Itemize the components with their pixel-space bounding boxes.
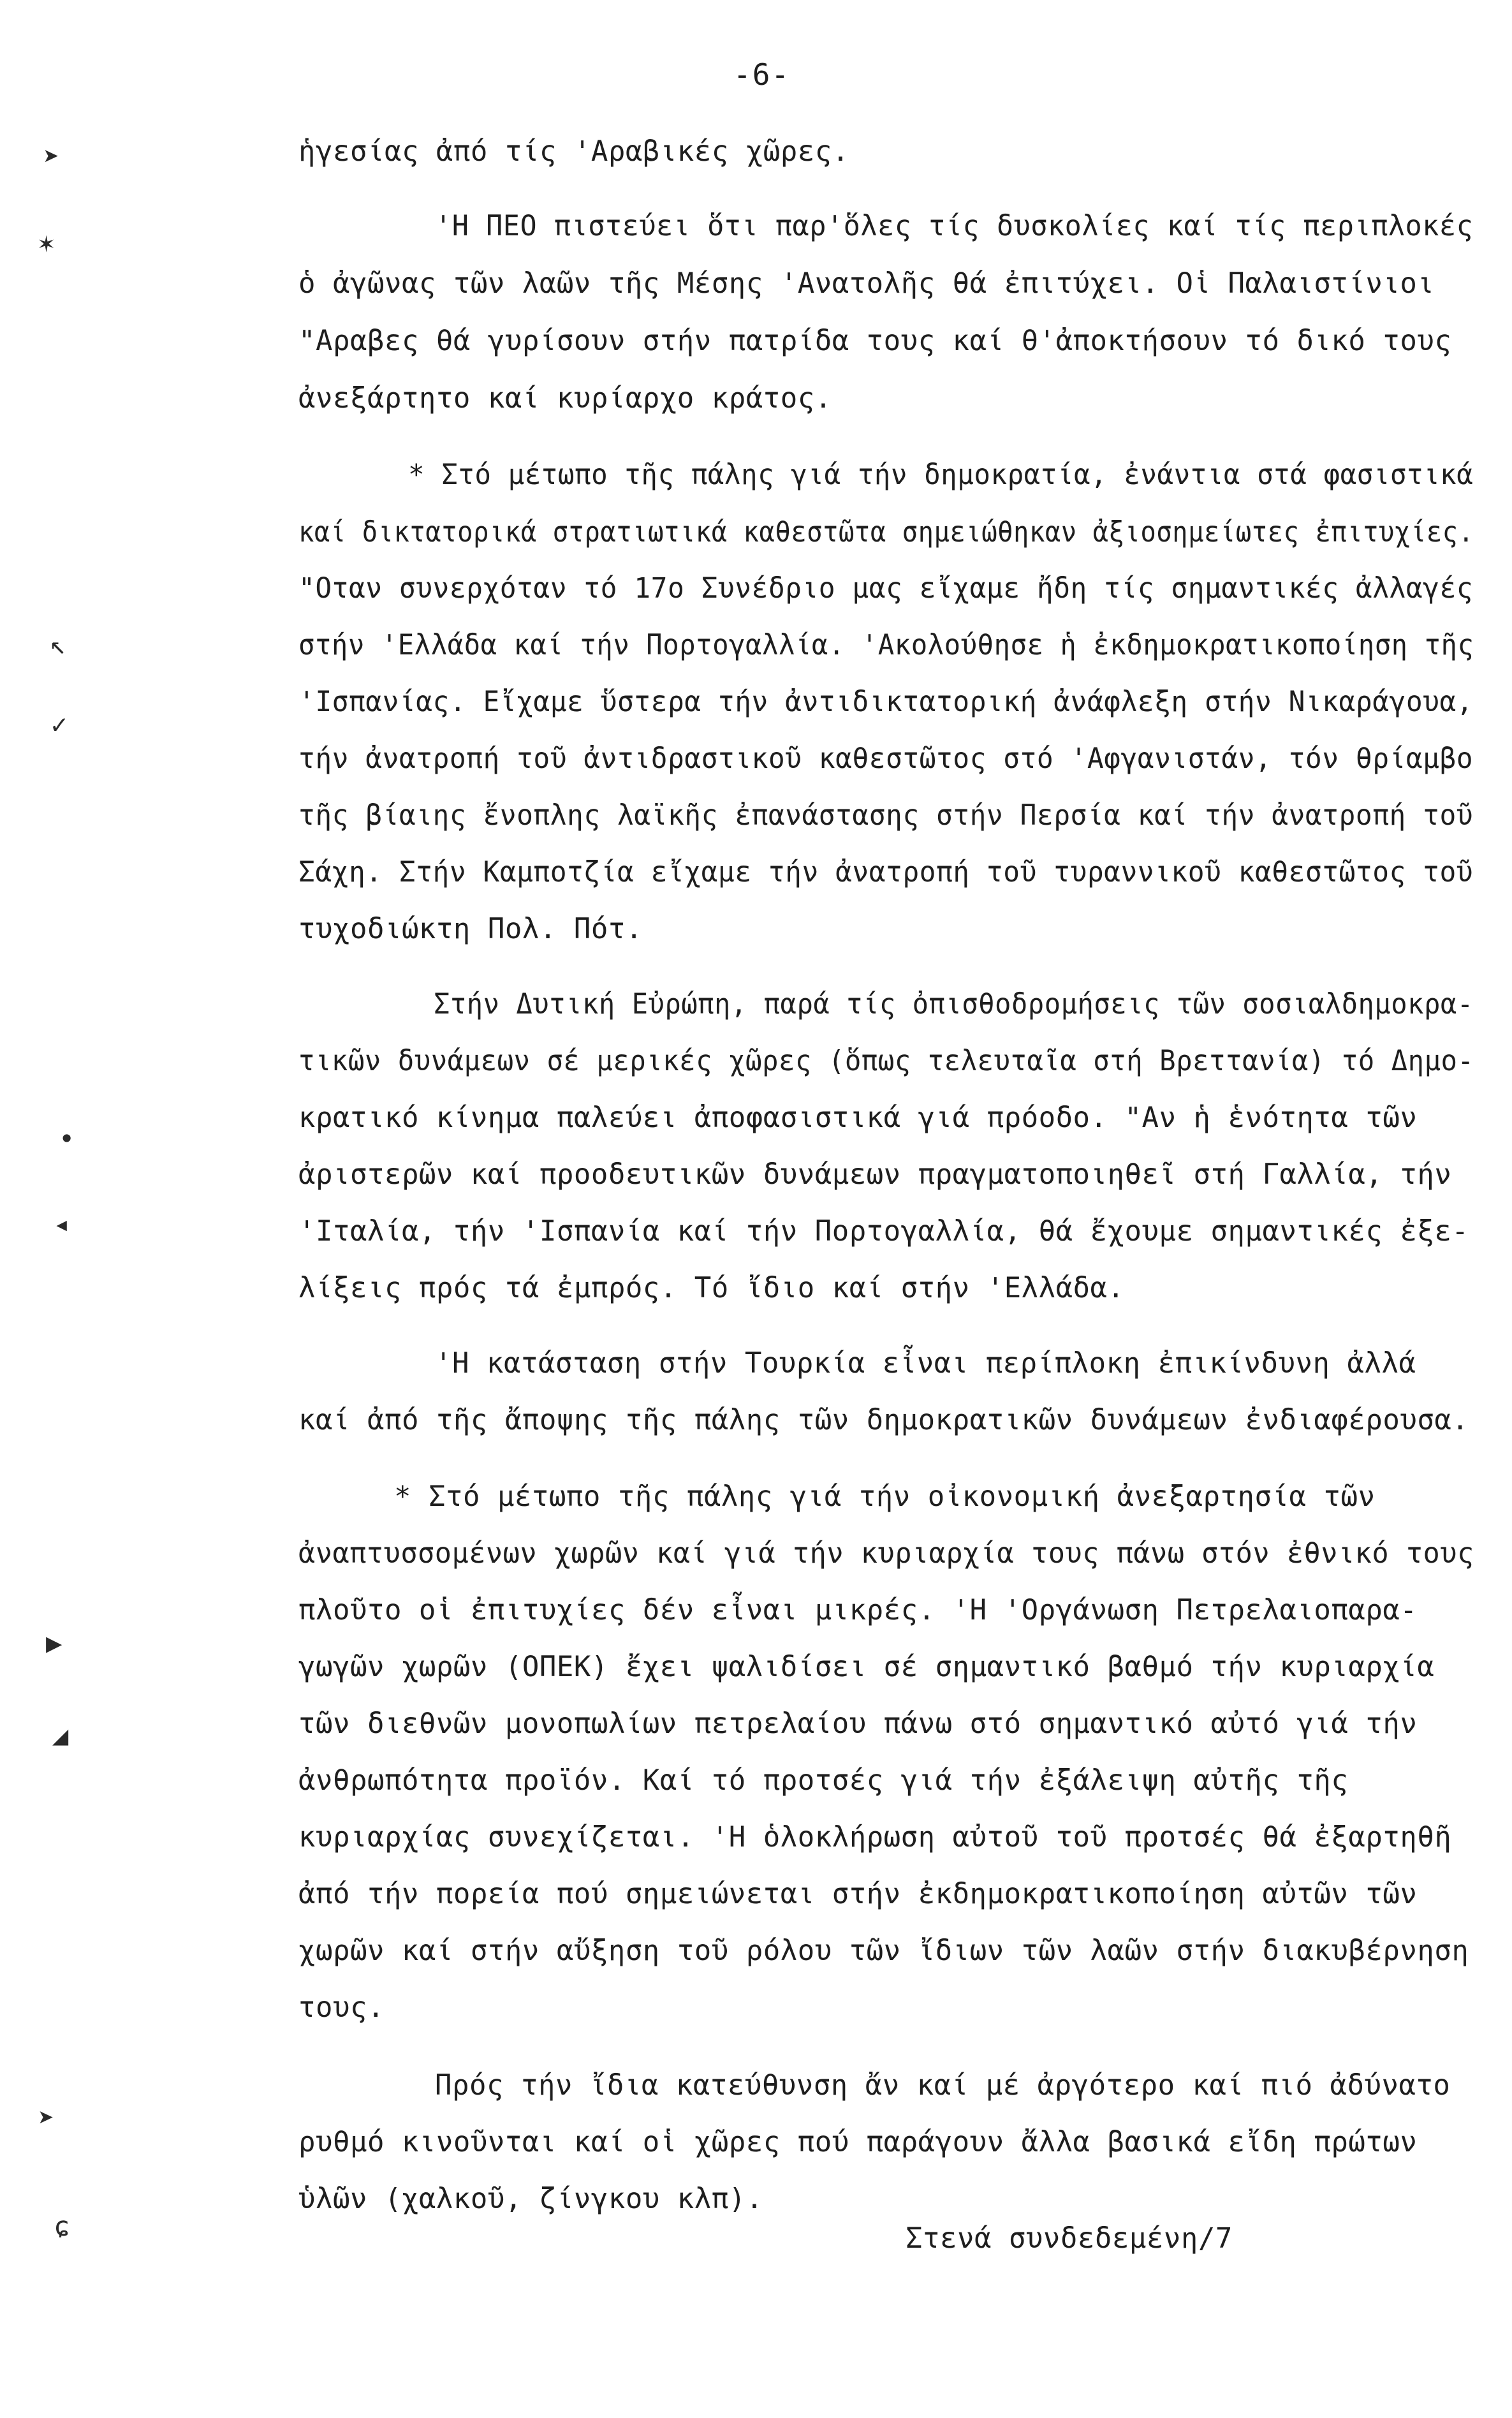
text-line: 'Ισπανίας. Εἴχαμε ὕστερα τήν ἀντιδικτατορική ἀνάφλεξη στήν Νικαράγουα, <box>298 686 1474 718</box>
margin-mark: ✓ <box>51 709 68 740</box>
text-line: ὁ ἀγῶνας τῶν λαῶν τῆς Μέσης 'Ανατολῆς θά ἐπιτύχει. Οἱ Παλαιστίνιοι <box>298 267 1435 300</box>
margin-mark: ➤ <box>43 141 60 172</box>
text-line: 'Ιταλία, τήν 'Ισπανία καί τήν Πορτογαλλία, θά ἔχουμε σημαντικές ἐξε- <box>298 1215 1469 1248</box>
text-line: ἀριστερῶν καί προοδευτικῶν δυνάμεων πραγματοποιηθεῖ στή Γαλλία, τήν <box>298 1158 1452 1191</box>
text-line: τυχοδιώκτη Πολ. Πότ. <box>298 913 643 945</box>
text-line: ἀναπτυσσομένων χωρῶν καί γιά τήν κυριαρχία τους πάνω στόν ἐθνικό τους <box>298 1537 1474 1570</box>
text-line: ἀνθρωπότητα προϊόν. Καί τό προτσές γιά τήν ἐξάλειψη αὐτῆς τῆς <box>298 1764 1349 1797</box>
text-line: * Στό μέτωπο τῆς πάλης γιά τήν δημοκρατία, ἐνάντια στά φασιστικά <box>408 459 1474 491</box>
text-line: ἀνεξάρτητο καί κυρίαρχο κράτος. <box>298 382 832 415</box>
text-line: γωγῶν χωρῶν (ΟΠΕΚ) ἔχει ψαλιδίσει σέ σημαντικό βαθμό τήν κυριαρχία <box>298 1651 1435 1683</box>
text-line: τῆς βίαιης ἔνοπλης λαϊκῆς ἐπανάστασης στήν Περσία καί τήν ἀνατροπή τοῦ <box>298 799 1474 832</box>
text-line: κυριαρχίας συνεχίζεται. 'Η ὁλοκλήρωση αὐτοῦ τοῦ προτσές θά ἐξαρτηθῆ <box>298 1821 1452 1854</box>
margin-mark: ɕ <box>54 2211 70 2242</box>
margin-mark: ▶ <box>46 1627 62 1658</box>
margin-mark: ✶ <box>38 227 55 258</box>
page-number: -6- <box>733 57 791 92</box>
text-line: ρυθμό κινοῦνται καί οἱ χῶρες πού παράγουν ἄλλα βασικά εἴδη πρώτων <box>298 2126 1418 2158</box>
text-line: 'Η κατάσταση στήν Τουρκία εἶναι περίπλοκη ἐπικίνδυνη ἀλλά <box>435 1347 1416 1380</box>
text-line: καί δικτατορικά στρατιωτικά καθεστῶτα σημειώθηκαν ἀξιοσημείωτες ἐπιτυχίες. <box>298 516 1474 549</box>
text-line: ἀπό τήν πορεία πού σημειώνεται στήν ἐκδημοκρατικοποίηση αὐτῶν τῶν <box>298 1878 1418 1910</box>
text-line: καί ἀπό τῆς ἄποψης τῆς πάλης τῶν δημοκρατικῶν δυνάμεων ἐνδιαφέρουσα. <box>298 1404 1469 1436</box>
text-line: ἡγεσίας ἀπό τίς 'Αραβικές χῶρες. <box>298 135 849 168</box>
text-line: τήν ἀνατροπή τοῦ ἀντιδραστικοῦ καθεστῶτος στό 'Αφγανιστάν, τόν θρίαμβο <box>298 742 1474 775</box>
text-line: χωρῶν καί στήν αὔξηση τοῦ ρόλου τῶν ἴδιων τῶν λαῶν στήν διακυβέρνηση <box>298 1935 1469 1967</box>
text-line: 'Η ΠΕΟ πιστεύει ὅτι παρ'ὅλες τίς δυσκολίες καί τίς περιπλοκές <box>435 210 1474 242</box>
text-line: ὑλῶν (χαλκοῦ, ζίνγκου κλπ). <box>298 2183 763 2215</box>
text-line: "Αραβες θά γυρίσουν στήν πατρίδα τους καί θ'ἀποκτήσουν τό δικό τους <box>298 325 1452 357</box>
text-line: πλοῦτο οἱ ἐπιτυχίες δέν εἶναι μικρές. 'Η 'Οργάνωση Πετρελαιοπαρα- <box>298 1594 1418 1626</box>
margin-mark: ➤ <box>38 2102 55 2134</box>
text-line: * Στό μέτωπο τῆς πάλης γιά τήν οἰκονομική ἀνεξαρτησία τῶν <box>394 1480 1376 1513</box>
text-line: κρατικό κίνημα παλεύει ἀποφασιστικά γιά πρόοδο. "Αν ἡ ἑνότητα τῶν <box>298 1102 1418 1134</box>
text-line: τικῶν δυνάμεων σέ μερικές χῶρες (ὅπως τελευταῖα στή Βρεττανία) τό Δημο- <box>298 1045 1474 1077</box>
text-line: Πρός τήν ἴδια κατεύθυνση ἄν καί μέ ἀργότερο καί πιό ἀδύνατο <box>435 2069 1451 2102</box>
continuation-note: Στενά συνδεδεμένη/7 <box>906 2222 1233 2255</box>
text-line: "Οταν συνερχόταν τό 17ο Συνέδριο μας εἴχαμε ἤδη τίς σημαντικές ἀλλαγές <box>298 572 1474 605</box>
text-line: στήν 'Ελλάδα καί τήν Πορτογαλλία. 'Ακολούθησε ἡ ἐκδημοκρατικοποίηση τῆς <box>298 629 1474 661</box>
margin-mark: ◢ <box>52 1720 69 1751</box>
margin-mark: ◂ <box>54 1208 70 1239</box>
text-line: Σάχη. Στήν Καμποτζία εἴχαμε τήν ἀνατροπή τοῦ τυραννικοῦ καθεστῶτος τοῦ <box>298 856 1474 888</box>
margin-mark: ↖ <box>50 629 66 660</box>
margin-mark: • <box>59 1123 75 1154</box>
text-line: τῶν διεθνῶν μονοπωλίων πετρελαίου πάνω στό σημαντικό αὐτό γιά τήν <box>298 1707 1418 1740</box>
text-line: τους. <box>298 1991 385 2024</box>
text-line: Στήν Δυτική Εὐρώπη, παρά τίς ὀπισθοδρομήσεις τῶν σοσιαλδημοκρα- <box>434 988 1474 1021</box>
text-line: λίξεις πρός τά ἐμπρός. Τό ἴδιο καί στήν 'Ελλάδα. <box>298 1272 1125 1304</box>
